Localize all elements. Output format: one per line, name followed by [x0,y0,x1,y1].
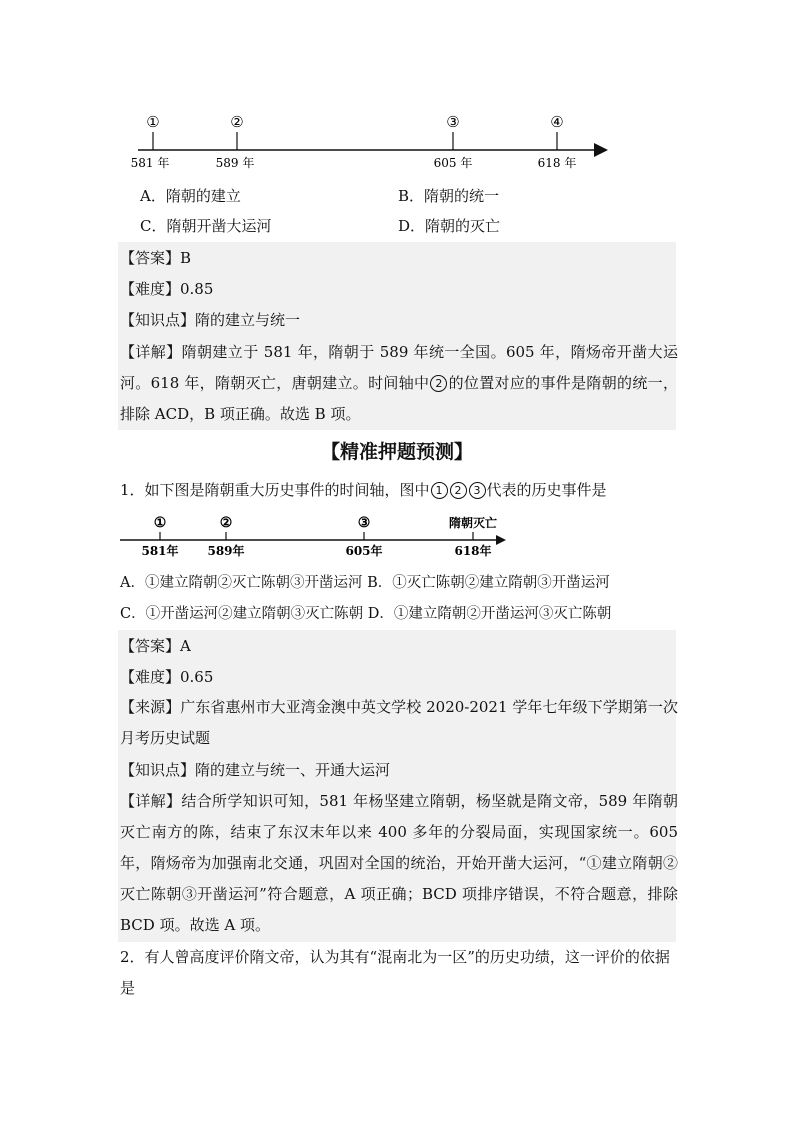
q1-stem-post: 代表的历史事件是 [486,481,607,499]
q0-answer: 【答案】B [120,249,192,267]
marker-2: ② [230,113,244,131]
circled-marker: 2 [430,375,447,392]
year-589: 589 年 [215,156,255,170]
q1-source: 【来源】广东省惠州市大亚湾金澳中英文学校 2020-2021 学年七年级下学期第一次月考历史试题 [120,698,678,747]
q1-difficulty: 【难度】0.65 [120,668,214,686]
timeline-1 [120,108,620,170]
q1-stem-pre: 1．如下图是隋朝重大历史事件的时间轴，图中 [120,481,430,499]
option-a: A．隋朝的建立 [140,187,241,205]
circled-2: 2 [450,482,467,499]
q1-options-line-1: A．①建立隋朝②灭亡陈朝③开凿运河 B．①灭亡陈朝②建立隋朝③开凿运河 [120,575,610,591]
timeline-arrow [594,143,608,157]
marker-2: ② [219,515,233,531]
marker-3: ③ [357,515,371,531]
option-b: B．隋朝的统一 [398,187,500,205]
q1-options-line-2: C．①开凿运河②建立隋朝③灭亡陈朝 D．①建立隋朝②开凿运河③灭亡陈朝 [120,606,612,622]
circled-3: 3 [469,482,486,499]
q0-difficulty: 【难度】0.85 [120,280,214,298]
year-605: 605 年 [433,156,473,170]
q1-knowledge: 【知识点】隋的建立与统一、开通大运河 [120,761,391,779]
q0-detail-pre: 【详解】隋朝建立于 581 年，隋朝于 589 年统一全国。605 年，隋炀帝开凿大运河。618 年，隋朝灭亡，唐朝建立。时间轴中 [120,343,678,392]
marker-4: ④ [550,113,564,131]
option-c: C．隋朝开凿大运河 [140,217,272,235]
q1-detail: 【详解】结合所学知识可知，581 年杨坚建立隋朝，杨坚就是隋文帝，589 年隋朝灭亡南方的陈，结束了东汉末年以来 400 多年的分裂局面，实现国家统一。605 年，隋炀帝为加强南北交通，巩固对全国的统治，开始开凿大运河，“①建立隋朝②灭亡陈朝③开凿运河”符合题意，A 项正确；BCD 项排序错误，不符合题意，排除 BCD 项。故选 A 项。 [120,792,678,934]
year-581: 581年 [141,544,179,558]
year-581: 581 年 [130,156,170,170]
timeline-2 [120,510,520,560]
circled-1: 1 [431,482,448,499]
q1-answer: 【答案】A [120,637,191,655]
q0-knowledge: 【知识点】隋的建立与统一 [120,311,301,329]
timeline-arrow [496,535,506,545]
year-618: 618年 [454,544,492,558]
section-title: 【精准押题预测】 [320,441,473,463]
marker-1: ① [146,113,160,131]
marker-3: ③ [446,113,460,131]
year-589: 589年 [207,544,245,558]
q0-detail [120,337,678,430]
year-605: 605年 [345,544,383,558]
option-d: D．隋朝的灭亡 [398,217,501,235]
q0-detail-post: 的位置对应的事件是隋朝的统一，排除 ACD，B 项正确。故选 B 项。 [120,374,678,423]
q1-stem [120,476,607,504]
q2-stem: 2．有人曾高度评价隋文帝，认为其有“混南北为一区”的历史功绩，这一评价的依据是 [120,948,670,997]
end-label: 隋朝灭亡 [448,516,498,530]
year-618: 618 年 [537,156,577,170]
marker-1: ① [153,515,167,531]
